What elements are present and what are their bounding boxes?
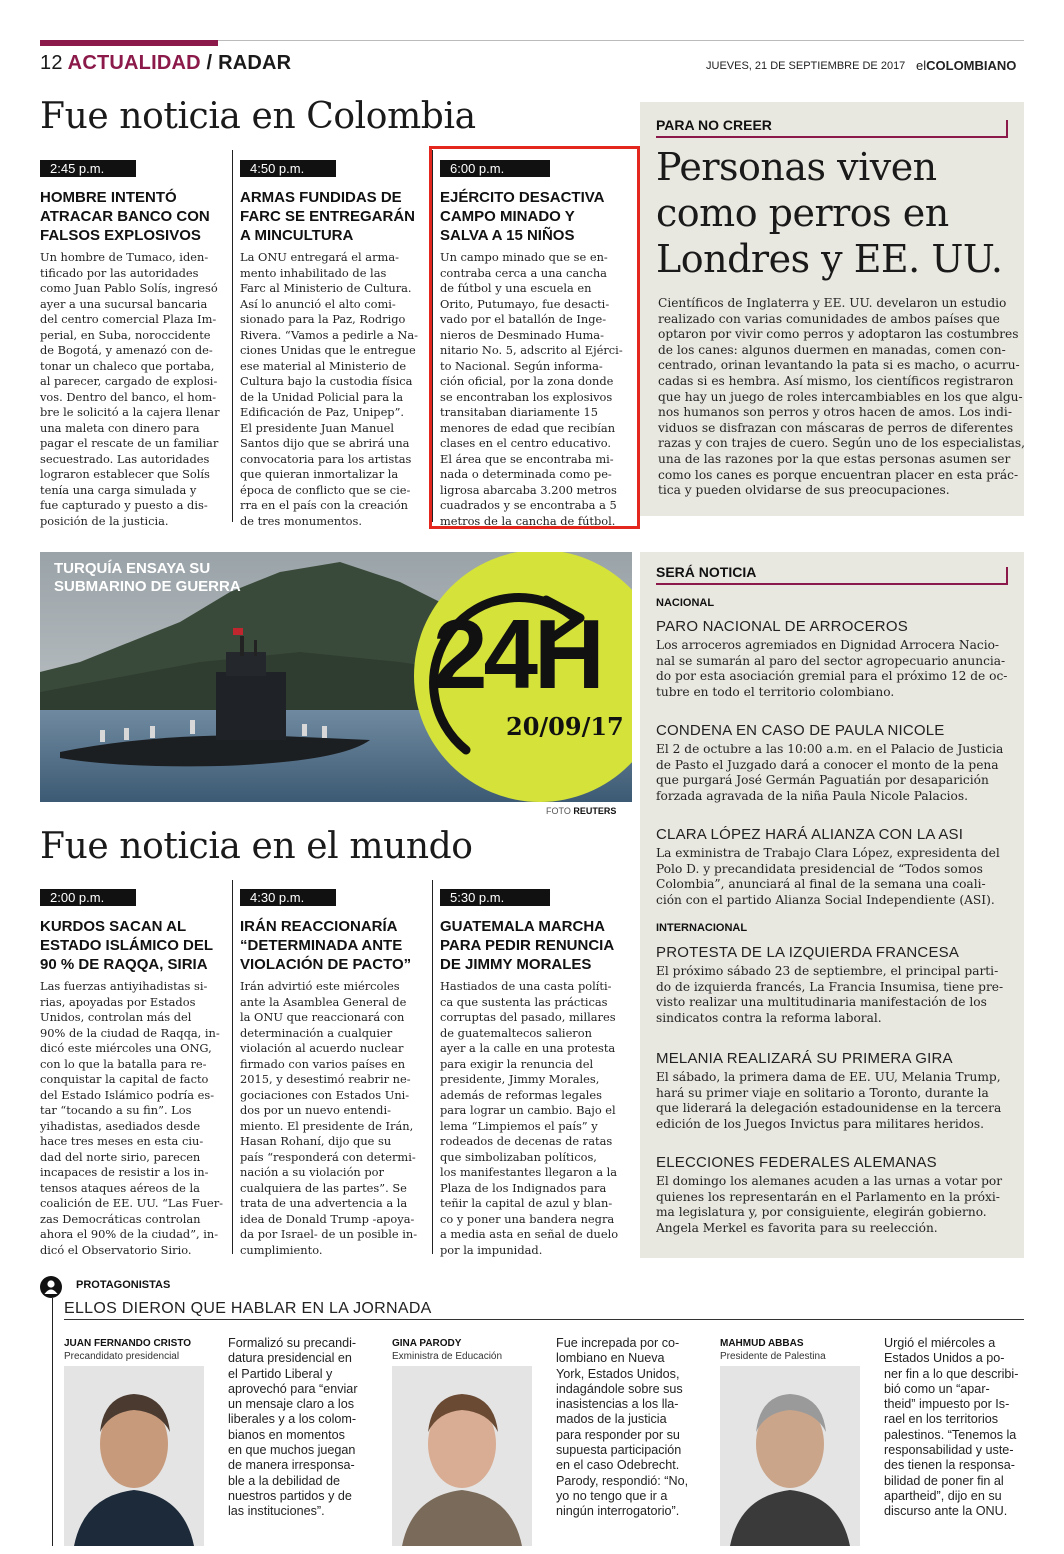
body-line: nación a su violación por [240,1165,384,1179]
person-name: JUAN FERNANDO CRISTO [64,1338,192,1349]
statement-line: ningún interrogatorio”. [556,1504,680,1519]
body-line: que hay un juego de roles intercambiables en los que algu- [658,389,1023,404]
body-line: Unidos, controlan más del [40,1010,192,1024]
body-line: 90% de la ciudad de Raqqa, in- [40,1025,220,1040]
news-headline: IRÁN REACCIONARÍA “DETERMINADA ANTE VIOLACIÓN DE PACTO” [240,918,412,973]
time-badge: 4:50 p.m. [240,160,336,177]
body-line: de los canes: algunos duermen en manadas, comen con- [658,342,1006,357]
body-line: de Pasto el Juzgado dará a conocer el monto de la pena [656,757,999,772]
body-line: viduos se disfrazan con máscaras de perros de diferentes [658,420,1014,435]
body-line: tubre en todo el territorio colombiano. [656,684,895,699]
news-body [240,250,418,529]
statement-line: aprovechó para “enviar [228,1381,358,1396]
body-line: Santos dijo que se abrirá una [240,436,410,450]
title-line: Londres y EE. UU. [656,237,1003,281]
body-line: optaron por vivir como perros y adoptaron las costumbres [658,327,1019,342]
body-line: Polo D. y precandidata presidencial de “Todos somos [656,861,983,876]
body-line: firmado con varios países en [240,1056,406,1071]
body-line: nieros de Desminado Huma- [440,327,604,342]
body-line: presidente, Jimmy Morales, [440,1072,600,1086]
body-line: tar “tocando a su fin”. Los [40,1103,192,1117]
body-line: do por esta asociación gremial para el próximo 12 de oc- [656,669,1008,684]
protagonistas-vertical-rule [52,1298,53,1546]
time-badge: 2:00 p.m. [40,889,136,906]
body-line: El próximo sábado 23 de septiembre, el principal parti- [656,964,999,978]
statement-line: Parody, respondió: “No, [556,1473,689,1488]
body-line: La ONU entregará el arma- [240,250,399,264]
body-line: realizado con varias comunidades de ambos países que [658,311,1000,326]
issue-date: JUEVES, 21 DE SEPTIEMBRE DE 2017 [706,60,906,72]
body-line: secuestrado. Las autoridades [40,451,210,466]
body-line: hace tres meses en esta ciu- [40,1134,204,1148]
body-line: Las fuerzas antiyihadistas si- [40,979,208,993]
statement-line: Estados Unidos a po- [884,1351,1005,1366]
body-line: El presidente Juan Manuel [240,420,395,435]
statement-line: bilidad de poner fin al [884,1473,1004,1488]
body-line: contraba cerca a una cancha [440,265,607,280]
person-name: GINA PARODY [392,1338,462,1349]
body-line: una de las razones por la que estas personas asumen ser [658,451,1011,466]
body-line: La exministra de Trabajo Clara López, expresidenta del [656,846,1000,860]
24h-badge-label: 24H [433,599,601,709]
upcoming-headline: ELECCIONES FEDERALES ALEMANAS [656,1154,937,1171]
kicker-rule-end [1006,120,1008,136]
column-divider [232,880,233,1254]
column-divider [432,880,433,1254]
body-line: metros de la cancha de fútbol. [440,513,616,528]
upcoming-headline: MELANIA REALIZARÁ SU PRIMERA GIRA [656,1050,953,1067]
person-icon [40,1276,62,1298]
body-line: con lo que la batalla para re- [40,1056,207,1071]
body-line: como los canes es porque encuentran placer en esta prác- [658,467,1019,482]
body-line: transitaban diariamente 15 [440,405,598,419]
statement-line: palestinos. “Tenemos la [884,1427,1017,1442]
upcoming-headline: PROTESTA DE LA IZQUIERDA FRANCESA [656,944,960,961]
subsection-name: RADAR [218,52,292,74]
upcoming-body [656,742,1016,804]
body-line: El domingo los alemanes acuden a las urnas a votar por [656,1174,1003,1188]
body-line: violación al acuerdo nuclear [240,1041,404,1055]
sera-noticia-kicker: SERÁ NOTICIA [656,564,757,580]
statement-line: en que muchos juegan [228,1443,356,1458]
body-line: se encontraban los explosivos [440,389,613,404]
statement-line: liberales y a los colom- [228,1412,357,1427]
body-line: centrado, orinan levantando la pata si es macho, o acurru- [658,358,1020,373]
protagonistas-rule [64,1319,1024,1320]
statement-line: bianos en momentos [228,1427,345,1442]
kicker-rule [656,583,1008,585]
body-line: cadas si es hembra. Así mismo, los científicos registraron [658,373,1014,388]
body-line: quienes los representarán en el Parlamento en la próxi- [656,1189,1000,1204]
body-line: lema “Limpiemos el país” y [440,1118,598,1133]
statement-line: un mensaje claro a los [228,1397,355,1412]
photo-title-line: SUBMARINO DE GUERRA [54,578,241,595]
news-headline: GUATEMALA MARCHA PARA PEDIR RENUNCIA DE JIMMY MORALES [440,918,614,973]
body-line: lograron establecer que Solís [40,467,210,481]
body-line: Irán advirtió este miércoles [240,979,400,993]
statement-line: mados de la justicia [556,1412,667,1427]
kicker-rule-end [1006,567,1008,583]
statement-line: apartheid”, dijo en su [884,1488,1002,1503]
body-line: Angela Merkel es favorita para su reelección. [656,1220,938,1235]
body-line: ciones Unidas que le entregue [240,343,416,357]
body-line: tensos ataques aéreos de la [40,1180,200,1195]
body-line: como Juan Pablo Solís, ingresó [40,281,218,295]
time-badge: 2:45 p.m. [40,160,136,177]
column-divider [232,150,233,522]
body-line: coalición de EE. UU. “Las Fuer- [40,1196,223,1210]
body-line: una maleta con dinero para [40,420,200,435]
body-line: co y poner una bandera negra [440,1211,615,1226]
body-line: de Bogotá, y amenazó con de- [40,343,213,357]
news-body [240,979,418,1258]
body-line: mento inhabilitado de las [240,265,387,280]
body-line: da por Israel- de un posible in- [240,1227,418,1241]
body-line: de tres monumentos. [240,513,362,528]
body-line: 2015, y desestimó reabrir ne- [240,1072,411,1086]
body-line: de guatemaltecos salieron [440,1025,592,1040]
statement-line: nuestros partidos y de [228,1488,352,1503]
mundo-title: Fue noticia en el mundo [40,826,473,867]
body-line: dad del norte sirio, parecen [40,1149,201,1164]
body-line: edición de los Juegos Invictus para militares heridos. [656,1116,984,1131]
person-role: Precandidato presidencial [64,1351,180,1362]
body-line: Cultura bajo la custodia física [240,374,413,388]
body-line: nada o determinada como pe- [440,467,612,481]
protagonistas-subtitle: ELLOS DIERON QUE HABLAR EN LA JORNADA [64,1300,432,1317]
body-line: Un hombre de Tumaco, iden- [40,250,209,264]
body-line: rra en el país con la creación [240,498,409,512]
section-separator: / [206,52,213,74]
person-statement [884,1336,1034,1520]
person-photo [392,1366,532,1546]
statement-line: ner fin a lo que describi- [884,1366,1019,1381]
statement-line: de manera irresponsa- [228,1458,355,1473]
body-line: que simbolizaban políticos, [440,1149,597,1164]
brand-prefix: el [916,58,927,73]
person-role: Exministra de Educación [392,1351,503,1362]
section-header [40,52,291,75]
news-headline: ARMAS FUNDIDAS DE FARC SE ENTREGARÁN A MINCULTURA [240,189,416,244]
body-line: para lograr un cambio. Bajo el [440,1103,616,1117]
statement-line: inasistencias a los lla- [556,1397,679,1412]
body-line: perial, en Suba, noroccidente [40,327,211,342]
body-line: nal se sumarán al paro del sector agropecuario anuncia- [656,653,1006,668]
body-line: que quieran inmortalizar la [240,467,399,481]
para-no-creer-kicker: PARA NO CREER [656,117,772,133]
body-line: El 2 de octubre a las 10:00 a.m. en el Palacio de Justicia [656,742,1004,756]
photo-credit-name: REUTERS [573,806,617,816]
statement-line: des tienen la responsa- [884,1458,1015,1473]
body-line: miento. El presidente de Irán, [240,1118,414,1133]
body-line: El área que se encontraba mi- [440,451,614,466]
24h-badge-date: 20/09/17 [506,712,624,741]
statement-line: lombiano en Nueva [556,1351,665,1366]
body-line: sindicatos contra la reforma laboral. [656,1010,882,1025]
body-line: zas Democráticas controlan [40,1211,201,1226]
body-line: posición de la justicia. [40,513,169,528]
statement-line: indagándole sobre sus [556,1381,683,1396]
time-badge: 6:00 p.m. [440,160,550,177]
body-line: cuadrados y se encontraba a 5 [440,498,617,512]
body-line: gociaciones con Estados Uni- [240,1087,410,1102]
body-line: teñir la capital de azul y blan- [440,1196,613,1210]
section-name: ACTUALIDAD [67,52,201,74]
body-line: bre le solicitó a la cajera llenar [40,405,220,419]
page-number: 12 [40,52,63,74]
brand-logo [916,58,1016,73]
upcoming-body [656,1174,1016,1236]
highlight-frame [429,146,640,529]
body-line: los manifestantes llegaron a la [440,1165,618,1179]
body-line: ante la Asamblea General de [240,994,407,1009]
person-statement [228,1336,378,1520]
body-line: ción oficial, por la zona donde [440,374,614,388]
body-line: que purgará José Germán Paguatián por desaparición [656,773,989,788]
body-line: rias, apoyadas por Estados [40,994,196,1009]
statement-line: el Partido Liberal y [228,1366,333,1381]
body-line: rodeados de decenas de ratas [440,1134,613,1148]
body-line: tica y pueden olvidarse de sus preocupaciones. [658,483,950,498]
colombia-title: Fue noticia en Colombia [40,96,476,137]
statement-line: Urgió el miércoles a [884,1336,996,1350]
body-line: país “responderá con determi- [240,1149,416,1164]
body-line: Colombia”, anunciará al final de la semana una coali- [656,877,986,892]
body-line: do de izquierda francés, La Francia Insumisa, tiene pre- [656,979,1004,994]
body-line: ayer a una sucursal bancaria [40,296,208,311]
statement-line: Fue increpada por co- [556,1336,680,1350]
body-line: El sábado, la primera dama de EE. UU, Melania Trump, [656,1070,1001,1084]
upcoming-headline: CLARA LÓPEZ HARÁ ALIANZA CON LA ASI [656,826,964,843]
person-photo [64,1366,204,1546]
body-line: ahora el 90% de la ciudad”, in- [40,1227,219,1241]
photo-title-line: TURQUÍA ENSAYA SU [54,560,211,577]
body-line: incapaces de resistir a los in- [40,1165,209,1179]
body-line: tificado por las autoridades [40,265,199,280]
body-line: idea de Donald Trump -apoya- [240,1211,415,1226]
upcoming-body [656,964,1016,1026]
news-category: NACIONAL [656,597,715,609]
news-headline: KURDOS SACAN AL ESTADO ISLÁMICO DEL 90 % DE RAQQA, SIRIA [40,918,213,973]
body-line: Plaza de los Indignados para [440,1180,607,1195]
news-category: INTERNACIONAL [656,922,748,934]
statement-line: en el caso Odebrecht. [556,1458,680,1473]
body-line: fue capturado y puesto a dis- [40,498,208,512]
title-line: como perros en [656,191,949,235]
statement-line: rael en los territorios [884,1412,999,1427]
body-line: ma legislatura y, por consiguiente, elegirán gobierno. [656,1205,987,1220]
body-line: ayer a la calle en una protesta [440,1041,616,1055]
body-line: por la impunidad. [440,1242,543,1257]
body-line: cualquiera de las partes”. Se [240,1180,407,1195]
body-line: vos. Dentro del banco, el hom- [40,389,217,404]
body-line: razas y con trajes de cuero. Según uno de los especialistas, [658,436,1026,451]
body-line: dicó este miércoles una ONG, [40,1041,212,1055]
person-role: Presidente de Palestina [720,1351,826,1362]
body-line: Los arroceros agremiados en Dignidad Arrocera Nacio- [656,638,1000,652]
kicker-rule [656,136,1008,138]
statement-line: datura presidencial en [228,1351,352,1366]
news-body [40,979,223,1258]
title-line: Personas viven [656,145,937,189]
body-line: visto realizar una multitudinaria manifestación de los [656,995,987,1010]
news-body [440,979,618,1258]
body-line: ca que sustenta las prácticas [440,994,608,1009]
news-headline: HOMBRE INTENTÓ ATRACAR BANCO CON FALSOS EXPLOSIVOS [40,189,210,244]
body-line: tonar un chaleco que portaba, [40,358,215,373]
body-line: yihadistas, asediados desde [40,1118,201,1133]
person-statement [556,1336,706,1520]
body-line: cumplimiento. [240,1242,323,1257]
body-line: to Nacional. Según informa- [440,358,603,373]
news-headline: EJÉRCITO DESACTIVA CAMPO MINADO Y SALVA A 15 NIÑOS [440,189,604,244]
statement-line: responsabilidad y uste- [884,1443,1014,1458]
body-line: ese material al Ministerio de [240,358,407,373]
body-line: nos humanos son perros y otros hacen de amos. Los indi- [658,405,1012,420]
statement-line: York, Estados Unidos, [556,1366,680,1381]
body-line: para exigir la renuncia del [440,1056,594,1071]
body-line: dicó el Observatorio Sirio. [40,1242,192,1257]
statement-line: supuesta participación [556,1443,682,1458]
statement-line: theid” impuesto por Is- [884,1397,1010,1412]
para-no-creer-title [656,144,1016,282]
body-line: al parecer, cargado de explosi- [40,374,218,388]
person-photo [720,1366,860,1546]
statement-line: bió como un “apar- [884,1381,990,1396]
protagonistas-kicker: PROTAGONISTAS [76,1279,171,1291]
para-no-creer-body [658,296,1026,499]
photo-credit-prefix: FOTO [546,806,571,816]
statement-line: discurso ante la ONU. [884,1504,1008,1519]
upcoming-body [656,1070,1016,1132]
upcoming-body [656,846,1016,908]
body-line: Rivera. “Vamos a pedirle a Na- [240,327,418,342]
photo-credit [546,806,616,816]
statement-line: ble a la debilidad de [228,1473,341,1488]
statement-line: yo no tengo que ir a [556,1488,668,1503]
body-line: tenía una carga simulada y [40,482,197,497]
body-line: ligrosa abarcaba 3.200 metros [440,482,617,497]
body-line: Hasan Rohaní, dijo que su [240,1134,392,1148]
statement-line: para responder por su [556,1427,680,1442]
body-line: Así lo anunció el alto comi- [240,296,396,311]
body-line: Orito, Putumayo, fue desacti- [440,296,610,311]
body-line: forzada agravada de la niña Paula Nicole Palacios. [656,788,969,803]
body-line: sionado para la Paz, Rodrigo [240,312,406,326]
header-accent-bar [40,40,218,46]
body-line: del Estado Islámico podría es- [40,1087,215,1102]
body-line: clases en el centro educativo. [440,436,611,450]
body-line: la ONU que reaccionará con [240,1010,405,1024]
photo-title [54,560,241,596]
body-line: de la Unidad Policial para la [240,389,404,404]
body-line: Un campo minado que se en- [440,250,608,264]
body-line: corruptas del pasado, millares [440,1010,616,1024]
body-line: conquistar la capital de facto [40,1072,209,1086]
body-line: trata de una advertencia a la [240,1196,408,1210]
body-line: época de conflicto que se cie- [240,482,411,497]
time-badge: 4:30 p.m. [240,889,336,906]
body-line: Farc al Ministerio de Cultura. [240,281,412,295]
statement-line: las instituciones”. [228,1504,325,1519]
upcoming-headline: PARO NACIONAL DE ARROCEROS [656,618,908,635]
upcoming-body [656,638,1016,700]
body-line: dos por un nuevo entendi- [240,1103,391,1117]
person-name: MAHMUD ABBAS [720,1338,804,1349]
news-body [40,250,218,529]
body-line: Científicos de Inglaterra y EE. UU. develaron un estudio [658,296,1007,310]
body-line: además de reformas legales [440,1087,602,1102]
upcoming-headline: CONDENA EN CASO DE PAULA NICOLE [656,722,945,739]
body-line: del centro comercial Plaza Im- [40,312,217,326]
body-line: a media asta en señal de duelo [440,1227,619,1241]
body-line: pagar el rescate de un familiar [40,436,219,450]
body-line: determinación a cualquier [240,1025,393,1040]
body-line: vado por el batallón de Inge- [440,312,607,326]
body-line: Hastiados de una casta políti- [440,979,612,993]
body-line: de fútbol y una escuela en [440,281,592,295]
body-line: menores de edad que recibían [440,420,616,435]
body-line: Edificación de Paz, Unipep”. [240,405,405,419]
time-badge: 5:30 p.m. [440,889,550,906]
body-line: hará su primer viaje en solitario a Toronto, durante la [656,1085,989,1100]
statement-line: Formalizó su precandi- [228,1336,357,1350]
brand-name: COLOMBIANO [926,58,1017,73]
body-line: convocatoria para los artistas [240,451,412,466]
body-line: que liderará la delegación estadounidense en la tercera [656,1101,1002,1116]
body-line: ción con el partido Alianza Social Independiente (ASI). [656,892,995,907]
body-line: nitario No. 5, adscrito al Ejérci- [440,343,623,357]
